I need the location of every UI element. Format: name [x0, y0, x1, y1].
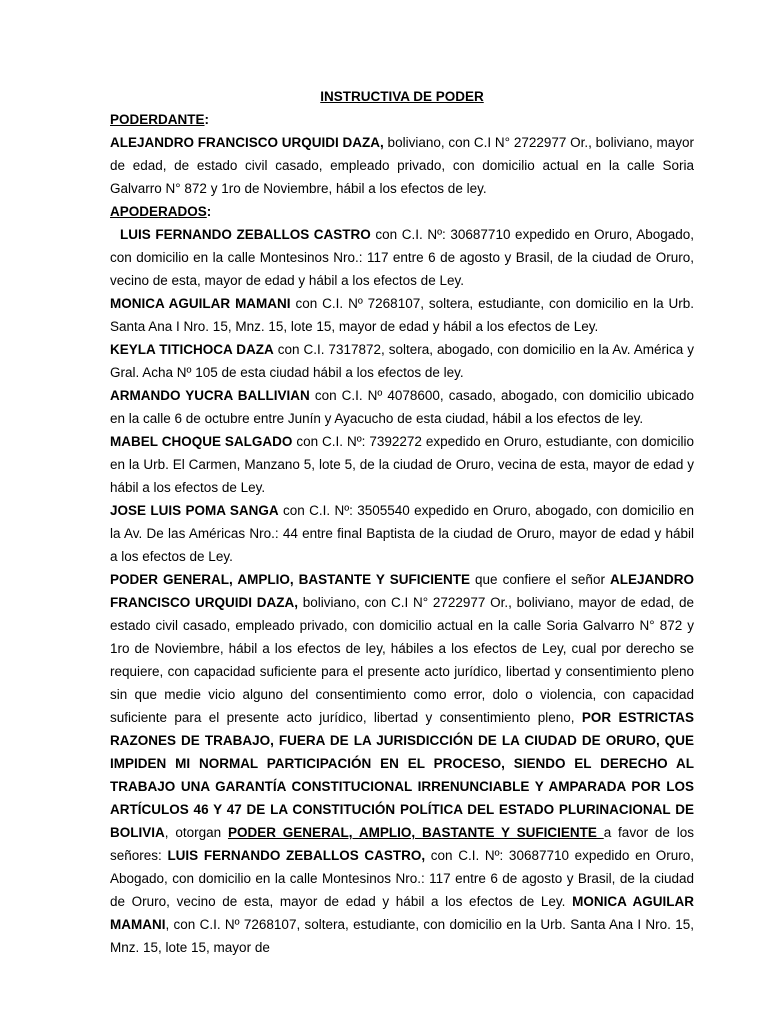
apoderado-paragraph: ARMANDO YUCRA BALLIVIAN con C.I. Nº 4078600, casado, abogado, con domicilio ubicado en la calle 6 de octubre entre Junín y Ayacucho de esta ciudad, hábil a los efectos de ley.: [110, 388, 694, 426]
poderdante-paragraph: ALEJANDRO FRANCISCO URQUIDI DAZA, boliviano, con C.I N° 2722977 Or., boliviano, mayor de edad, de estado civil casado, empleado privado, con domicilio actual en la calle Soria Galvarro N° 872 y 1ro de Noviembre, hábil a los efectos de ley.: [110, 135, 694, 196]
apoderado-paragraph: MONICA AGUILAR MAMANI con C.I. Nº 7268107, soltera, estudiante, con domicilio en la Urb. Santa Ana I Nro. 15, Mnz. 15, lote 15, mayor de edad y hábil a los efectos de Ley.: [110, 296, 694, 334]
apoderado-paragraph: LUIS FERNANDO ZEBALLOS CASTRO con C.I. Nº: 30687710 expedido en Oruro, Abogado, con domicilio en la calle Montesinos Nro.: 117 entre 6 de agosto y Brasil, de la ciudad de Oruro, vecino de esta, mayor de edad y hábil a los efectos de Ley.: [110, 227, 694, 288]
document-title: INSTRUCTIVA DE PODER: [320, 89, 484, 104]
apoderados-heading: APODERADOS:: [110, 204, 212, 219]
poder-paragraph: PODER GENERAL, AMPLIO, BASTANTE Y SUFICIENTE que confiere el señor ALEJANDRO FRANCISCO URQUIDI DAZA, boliviano, con C.I N° 2722977 Or., boliviano, mayor de edad, de estado civil casado, empleado privado, con domicilio actual en la calle Soria Galvarro N° 872 y 1ro de Noviembre, hábil a los efectos de ley, hábiles a los efectos de Ley, cual por derecho se requiere, con capacidad suficiente para el presente acto jurídico, libertad y consentimiento pleno sin que medie vicio alguno del consentimiento como error, dolo o violencia, con capacidad suficiente para el presente acto jurídico, libertad y consentimiento pleno, POR ESTRICTAS RAZONES DE TRABAJO, FUERA DE LA JURISDICCIÓN DE LA CIUDAD DE ORURO, QUE IMPIDEN MI NORMAL PARTICIPACIÓN EN EL PROCESO, SIENDO EL DERECHO AL TRABAJO UNA GARANTÍA CONSTITUCIONAL IRRENUNCIABLE Y AMPARADA POR LOS ARTÍCULOS 46 Y 47 DE LA CONSTITUCIÓN POLÍTICA DEL ESTADO PLURINACIONAL DE BOLIVIA, otorgan PODER GENERAL, AMPLIO, BASTANTE Y SUFICIENTE a favor de los señores: LUIS FERNANDO ZEBALLOS CASTRO, con C.I. Nº: 30687710 expedido en Oruro, Abogado, con domicilio en la calle Montesinos Nro.: 117 entre 6 de agosto y Brasil, de la ciudad de Oruro, vecino de esta, mayor de edad y hábil a los efectos de Ley. MONICA AGUILAR MAMANI, con C.I. Nº 7268107, soltera, estudiante, con domicilio en la Urb. Santa Ana I Nro. 15, Mnz. 15, lote 15, mayor de: [110, 572, 695, 955]
apoderado-paragraph: MABEL CHOQUE SALGADO con C.I. Nº: 7392272 expedido en Oruro, estudiante, con domicilio en la Urb. El Carmen, Manzano 5, lote 5, de la ciudad de Oruro, vecina de esta, mayor de edad y hábil a los efectos de Ley.: [110, 434, 695, 495]
apoderado-paragraph: JOSE LUIS POMA SANGA con C.I. Nº: 3505540 expedido en Oruro, abogado, con domicilio en la Av. De las Américas Nro.: 44 entre final Baptista de la ciudad de Oruro, mayor de edad y hábil a los efectos de Ley.: [110, 503, 694, 564]
apoderado-paragraph: KEYLA TITICHOCA DAZA con C.I. 7317872, soltera, abogado, con domicilio en la Av. América y Gral. Acha Nº 105 de esta ciudad hábil a los efectos de ley.: [110, 342, 695, 380]
poderdante-name: ALEJANDRO FRANCISCO URQUIDI DAZA,: [110, 135, 384, 150]
poderdante-heading: PODERDANTE:: [110, 112, 210, 127]
